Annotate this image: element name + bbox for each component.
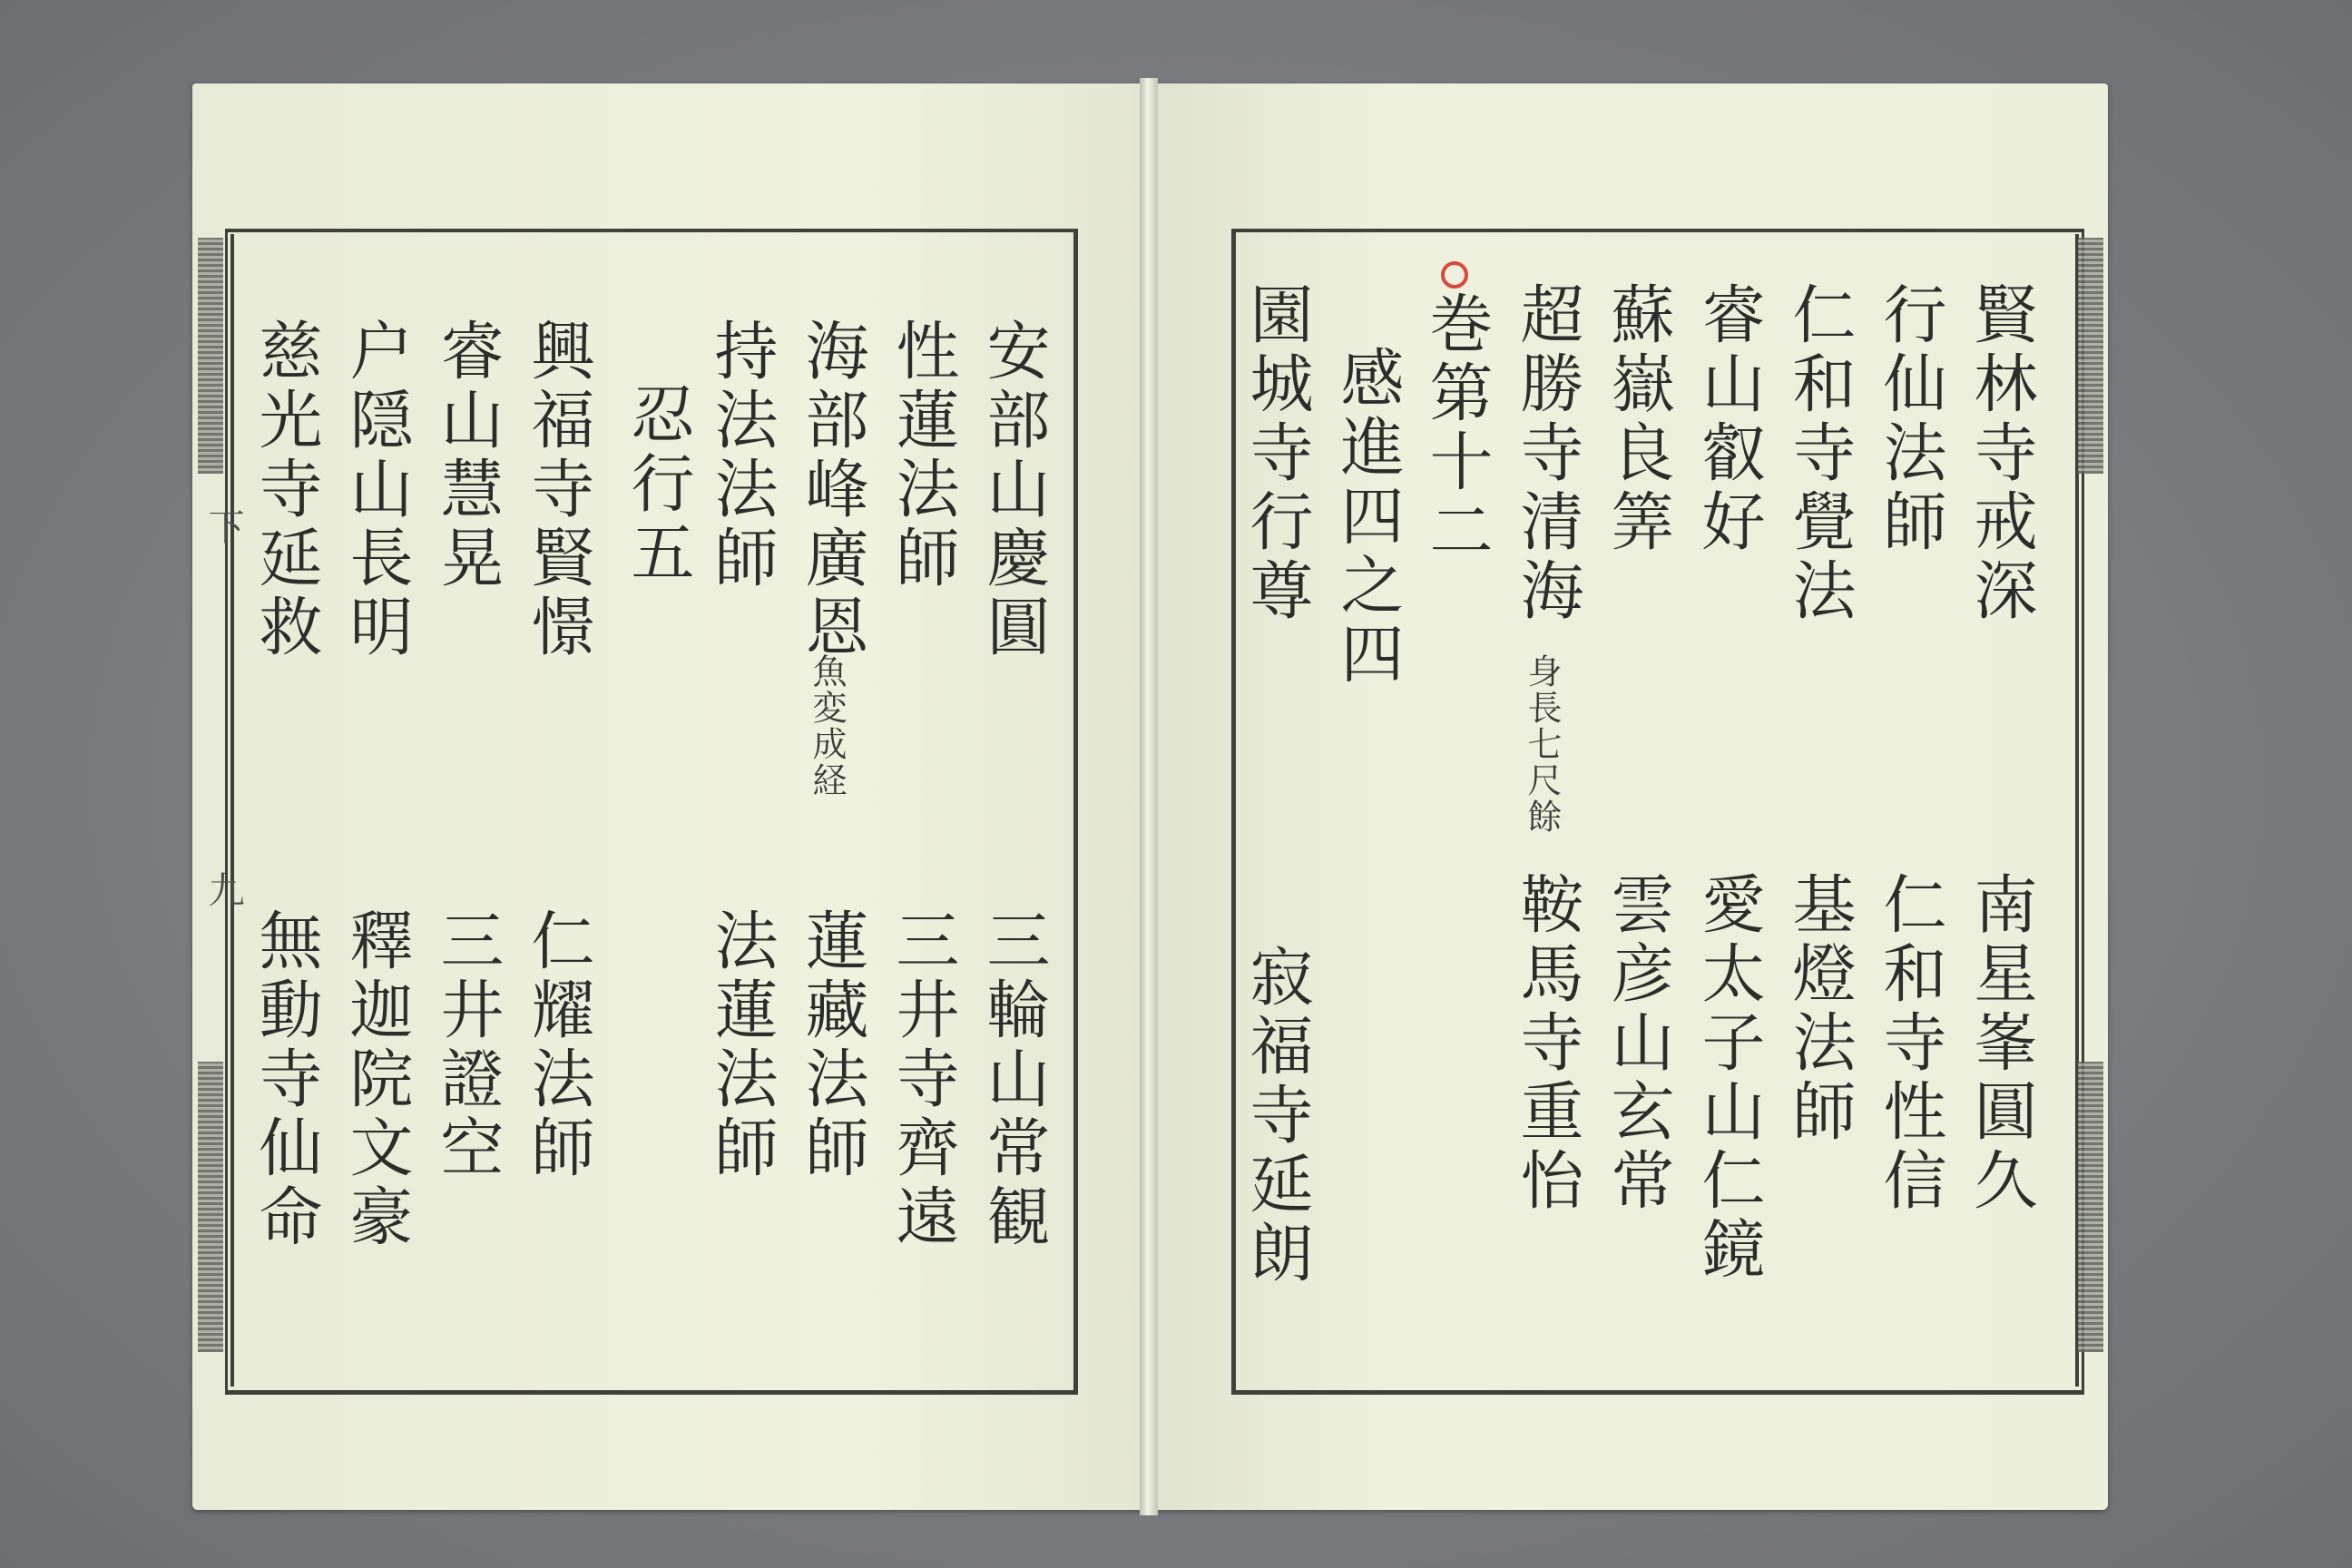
left-lower-col-2: 三井寺齊遠 [886, 907, 960, 1252]
right-upper-col-4: 睿山叡好 [1691, 281, 1766, 557]
left-upper-col-8: 户隠山長明 [339, 318, 414, 662]
right-lower-col-7: 寂福寺延朗 [1240, 944, 1314, 1289]
right-lower-col-1: 南星峯圓久 [1964, 871, 2038, 1216]
book-gutter [1140, 78, 1158, 1515]
red-circle-marker [1441, 261, 1468, 289]
right-upper-col-3: 仁和寺覺法 [1782, 281, 1857, 626]
right-upper-col-6: 超勝寺清海 [1510, 281, 1584, 626]
right-lower-col-4: 愛太子山仁鏡 [1691, 871, 1766, 1285]
right-edge-band-bottom [2078, 1062, 2103, 1352]
right-upper-col-5: 蘇嶽良筭 [1601, 281, 1675, 557]
left-upper-col-7: 睿山慧晃 [430, 318, 505, 593]
right-edge-band-top [2078, 238, 2103, 474]
left-edge-band-top [198, 238, 223, 474]
right-upper-col-1: 賢林寺戒深 [1964, 281, 2038, 626]
left-lower-col-6: 三井證空 [430, 907, 505, 1183]
left-upper-col-6: 興福寺賢憬 [521, 318, 595, 662]
right-lower-col-5: 雲彦山玄常 [1601, 871, 1675, 1216]
left-upper-col-4: 持法法師 [704, 318, 779, 593]
folio-mark-lower: 九 [202, 871, 244, 907]
right-upper-col-2: 行仙法師 [1873, 281, 1947, 557]
left-lower-col-4: 法蓮法師 [704, 907, 779, 1183]
left-upper-col-3: 海部峰廣恩 [795, 318, 869, 662]
left-lower-col-3: 蓮藏法師 [795, 907, 869, 1183]
right-lower-col-6: 鞍馬寺重怡 [1510, 871, 1584, 1216]
left-upper-col-5: 忍行五 [621, 381, 695, 588]
left-inner-rule [230, 234, 234, 1387]
left-upper-col-9: 慈光寺延救 [249, 318, 323, 662]
right-lower-col-3: 基燈法師 [1782, 871, 1857, 1147]
left-upper-col-2: 性蓮法師 [886, 318, 960, 593]
folio-mark-upper: 下 [202, 508, 244, 544]
left-lower-col-5: 仁耀法師 [521, 907, 595, 1183]
left-lower-col-7: 釋迦院文豪 [339, 907, 414, 1252]
left-lower-col-1: 三輪山常観 [976, 907, 1051, 1252]
volume-heading: 巻第十二 [1419, 290, 1494, 566]
left-lower-col-8: 無動寺仙命 [249, 907, 323, 1252]
right-upper-col-9: 園城寺行尊 [1240, 281, 1314, 626]
left-edge-band-bottom [198, 1062, 223, 1352]
section-heading: 感進四之四 [1330, 345, 1405, 690]
right-interlinear-note: 身長七尺餘 [1522, 653, 1562, 835]
left-interlinear-note: 魚変成経 [807, 653, 847, 799]
right-lower-col-2: 仁和寺性信 [1873, 871, 1947, 1216]
left-upper-col-1: 安部山慶圓 [976, 318, 1051, 662]
